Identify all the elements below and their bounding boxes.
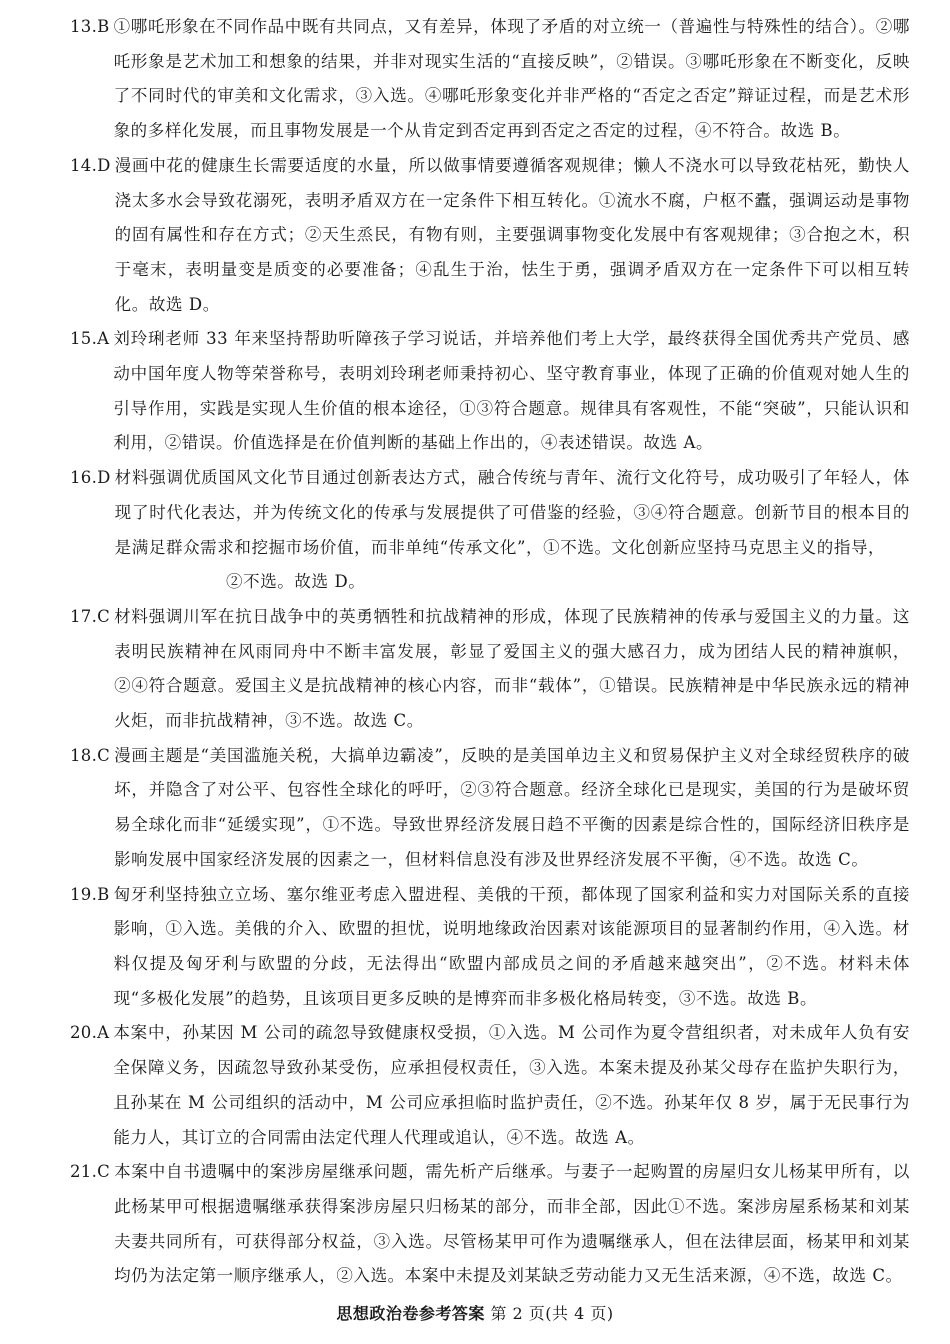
answer-explanation: 材料强调优质国风文化节目通过创新表达方式，融合传统与青年、流行文化符号，成功吸引了年轻人，体现了时代化表达，并为传统文化的传承与发展提供了可借鉴的经验，③④符合题意。创新节目的根本目的是满足群众需求和挖掘市场价值，而非单纯“传承文化”，①不选。文化创新应坚持马克思主义的指导， [114,468,910,557]
answer-label: 15.A [70,329,110,349]
answer-label: 20.A [70,1023,110,1043]
answer-item-21 [70,1155,910,1294]
answer-item-18 [70,739,910,878]
answer-explanation-continuation: ②不选。故选 D。 [226,572,366,592]
footer-title: 思想政治卷参考答案 [336,1304,485,1323]
answer-list [70,10,910,1294]
answer-label: 19.B [70,884,110,904]
answer-item-20 [70,1016,910,1155]
answer-item-14 [70,149,910,323]
answer-item-13 [70,10,910,149]
answer-item-16-continuation [70,565,910,600]
page-footer [0,1300,950,1328]
answer-label: 21.C [70,1162,111,1182]
answer-label: 14.D [70,155,111,175]
answer-item-15 [70,322,910,461]
answer-item-17 [70,600,910,739]
answer-item-16 [70,461,910,565]
answer-item-19 [70,878,910,1017]
answer-label: 17.C [70,606,111,626]
answer-label: 16.D [70,468,111,488]
answer-label: 18.C [70,745,111,765]
answer-explanation: 刘玲琍老师 33 年来坚持帮助听障孩子学习说话，并培养他们考上大学，最终获得全国优秀共产党员、感动中国年度人物等荣誉称号，表明刘玲琍老师秉持初心、坚守教育事业，体现了正确的价值观对她人生的引导作用，实践是实现人生价值的根本途径，①③符合题意。规律具有客观性，不能“突破”，只能认识和利用，②错误。价值选择是在价值判断的基础上作出的，④表述错误。故选 A。 [113,329,910,453]
answer-explanation: 本案中，孙某因 M 公司的疏忽导致健康权受损，①入选。M 公司作为夏令营组织者，对未成年人负有安全保障义务，因疏忽导致孙某受伤，应承担侵权责任，③入选。本案未提及孙某父母存在监护失职行为，且孙某在 M 公司组织的活动中，M 公司应承担临时监护责任，②不选。孙某年仅 8 岁，属于无民事行为能力人，其订立的合同需由法定代理人代理或追认，④不选。故选 A。 [113,1023,910,1147]
answer-explanation: 材料强调川军在抗日战争中的英勇牺牲和抗战精神的形成，体现了民族精神的传承与爱国主义的力量。这表明民族精神在风雨同舟中不断丰富发展，彰显了爱国主义的强大感召力，成为团结人民的精神旗帜，②④符合题意。爱国主义是抗战精神的核心内容，而非“载体”，①错误。民族精神是中华民族永远的精神火炬，而非抗战精神，③不选。故选 C。 [114,606,910,731]
answer-explanation: 匈牙利坚持独立立场、塞尔维亚考虑入盟进程、美俄的干预，都体现了国家利益和实力对国际关系的直接影响，①入选。美俄的介入、欧盟的担忧，说明地缘政治因素对该能源项目的显著制约作用，④入选。材料仅提及匈牙利与欧盟的分歧，无法得出“欧盟内部成员之间的矛盾越来越突出”，②不选。材料未体现“多极化发展”的趋势，且该项目更多反映的是博弈而非多极化格局转变，③不选。故选 B。 [113,884,910,1008]
answer-explanation: 本案中自书遗嘱中的案涉房屋继承问题，需先析产后继承。与妻子一起购置的房屋归女儿杨某甲所有，以此杨某甲可根据遗嘱继承获得案涉房屋只归杨某的部分，而非全部，因此①不选。案涉房屋系杨某和刘某夫妻共同所有，可获得部分权益，③入选。尽管杨某甲可作为遗嘱继承人，但在法律层面，杨某甲和刘某均仍为法定第一顺序继承人，②入选。本案中未提及刘某缺乏劳动能力又无生活来源，④不选，故选 C。 [114,1162,910,1286]
answer-explanation: ①哪吒形象在不同作品中既有共同点，又有差异，体现了矛盾的对立统一（普遍性与特殊性的结合）。②哪吒形象是艺术加工和想象的结果，并非对现实生活的“直接反映”，②错误。③哪吒形象在不断变化，反映了不同时代的审美和文化需求，③入选。④哪吒形象变化并非严格的“否定之否定”辩证过程，而是艺术形象的多样化发展，而且事物发展是一个从肯定到否定再到否定之否定的过程，④不符合。故选 B。 [113,17,910,141]
answer-explanation: 漫画中花的健康生长需要适度的水量，所以做事情要遵循客观规律；懒人不浇水可以导致花枯死，勤快人浇太多水会导致花溺死，表明矛盾双方在一定条件下相互转化。①流水不腐，户枢不蠹，强调运动是事物的固有属性和存在方式；②天生烝民，有物有则，主要强调事物变化发展中有客观规律；③合抱之木，积于毫末，表明量变是质变的必要准备；④乱生于治，怯生于勇，强调矛盾双方在一定条件下可以相互转化。故选 D。 [114,155,910,314]
footer-page-number: 第 2 页(共 4 页) [490,1304,614,1323]
answer-explanation: 漫画主题是“美国滥施关税，大搞单边霸凌”，反映的是美国单边主义和贸易保护主义对全球经贸秩序的破坏，并隐含了对公平、包容性全球化的呼吁，②③符合题意。经济全球化已是现实，美国的行为是破坏贸易全球化而非“延缓实现”，①不选。导致世界经济发展日趋不平衡的因素是综合性的，国际经济旧秩序是影响发展中国家经济发展的因素之一，但材料信息没有涉及世界经济发展不平衡，④不选。故选 C。 [114,745,910,869]
answer-label: 13.B [70,17,110,36]
